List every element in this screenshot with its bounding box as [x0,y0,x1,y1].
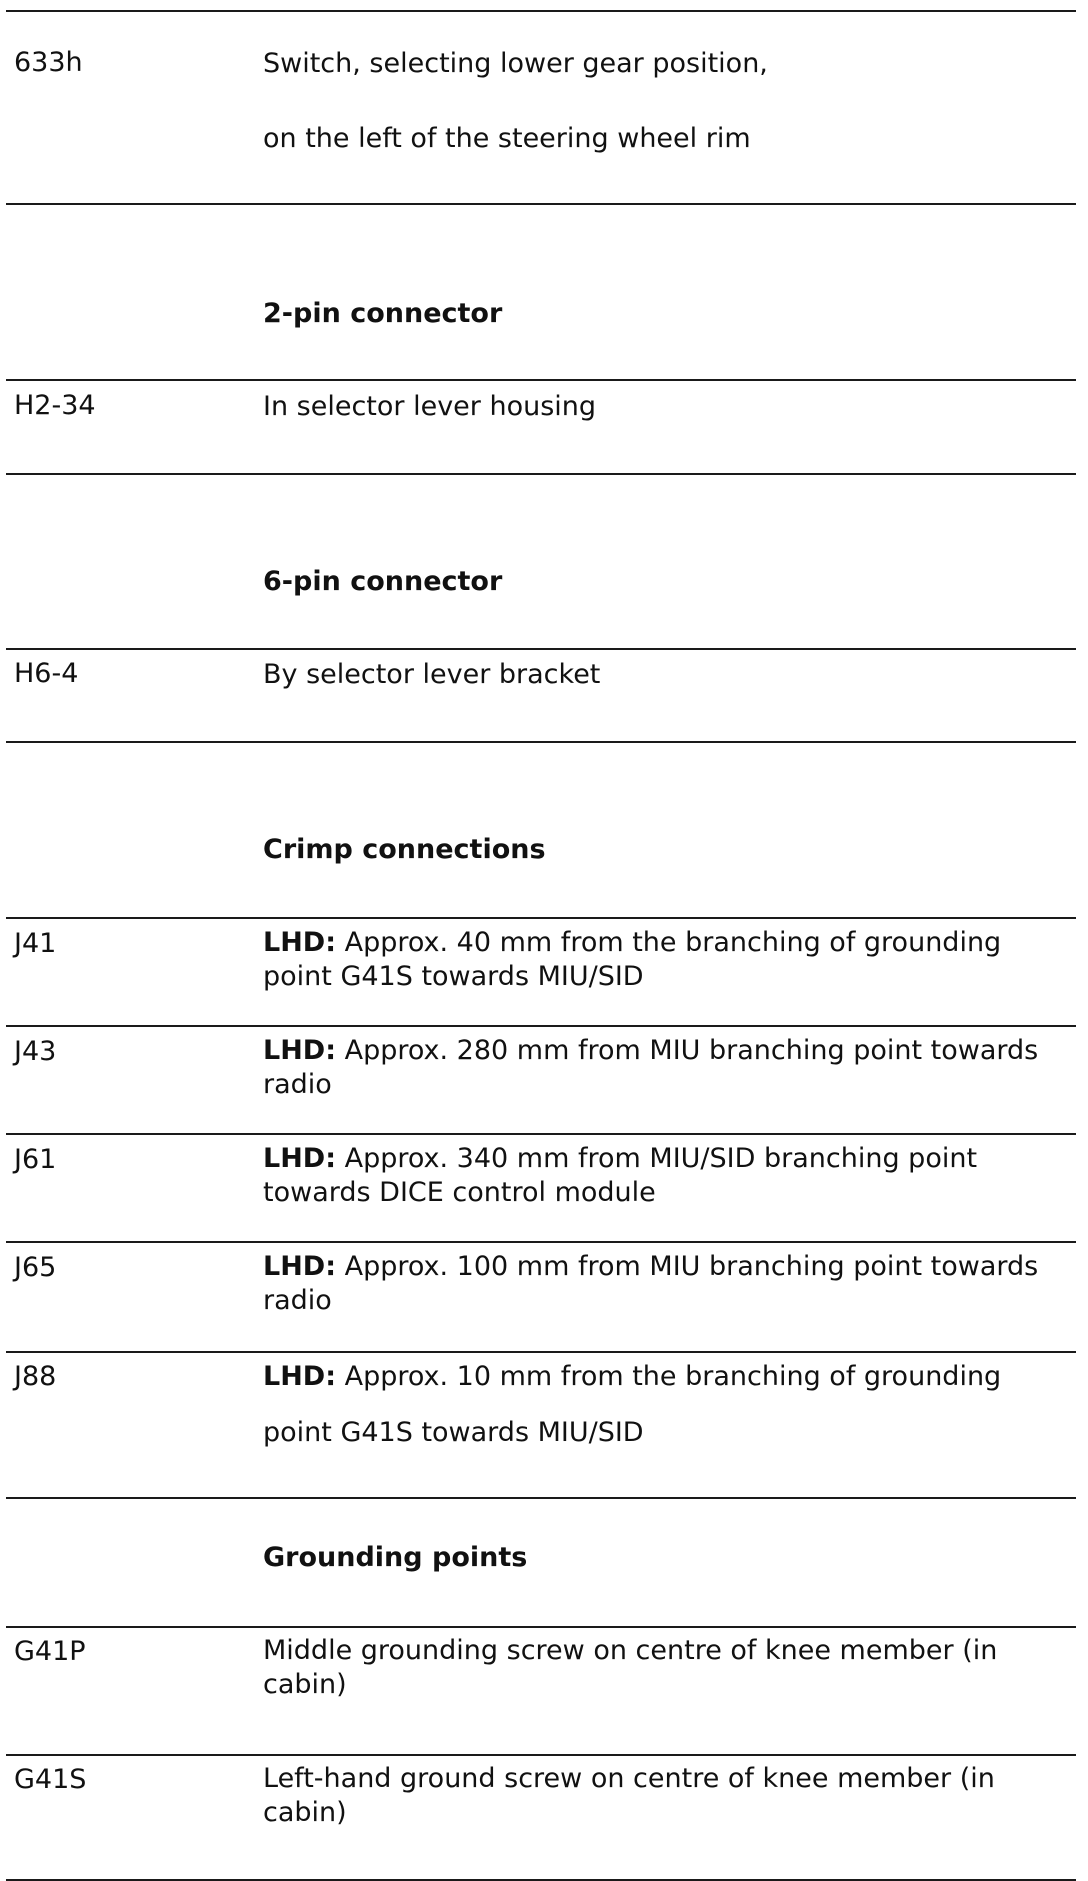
row-divider [6,648,1076,650]
row-description: By selector lever bracket [263,659,601,690]
row-divider [6,379,1076,381]
section-heading: 6-pin connector [263,566,503,597]
row-code: G41S [14,1764,87,1795]
row-text: Approx. 10 mm from the branching of grounding [336,1361,1002,1392]
row-divider [6,1497,1076,1499]
row-description: Switch, selecting lower gear position, [263,48,768,79]
row-divider [6,1241,1076,1243]
lhd-label: LHD: [263,1035,337,1066]
row-divider [6,1351,1076,1353]
row-code: J65 [14,1252,57,1283]
lhd-label: LHD: [263,1251,337,1282]
row-divider [6,473,1076,475]
row-description [263,1250,1063,1318]
row-code: 633h [14,47,83,78]
row-description: Middle grounding screw on centre of knee member (in cabin) [263,1635,998,1700]
row-text: Approx. 100 mm from MIU branching point towards radio [263,1251,1039,1316]
row-divider [6,741,1076,743]
row-divider [6,203,1076,205]
row-divider [6,1133,1076,1135]
row-description [263,926,1063,994]
row-description [263,1034,1063,1102]
row-description [263,1142,1063,1210]
row-divider [6,1025,1076,1027]
row-code: J43 [14,1036,57,1067]
row-code: H2-34 [14,390,96,421]
row-text: Approx. 280 mm from MIU branching point towards radio [263,1035,1039,1100]
lhd-label: LHD: [263,927,337,958]
row-description: on the left of the steering wheel rim [263,123,751,154]
row-divider [6,1626,1076,1628]
lhd-label: LHD: [263,1143,337,1174]
section-heading: 2-pin connector [263,298,503,329]
row-divider [6,10,1076,12]
row-code: H6-4 [14,658,79,689]
row-divider [6,917,1076,919]
row-code: J41 [14,928,57,959]
row-description: In selector lever housing [263,391,597,422]
row-code: J61 [14,1144,57,1175]
row-description [263,1360,1063,1394]
row-code: G41P [14,1636,86,1667]
lhd-label: LHD: [263,1361,337,1392]
row-description: point G41S towards MIU/SID [263,1417,644,1448]
row-divider [6,1754,1076,1756]
section-heading: Grounding points [263,1542,528,1573]
row-description: Left-hand ground screw on centre of knee member (in cabin) [263,1763,995,1828]
row-code: J88 [14,1361,57,1392]
section-heading: Crimp connections [263,834,546,865]
row-text: Approx. 40 mm from the branching of grounding point G41S towards MIU/SID [263,927,1002,992]
row-text: Approx. 340 mm from MIU/SID branching point towards DICE control module [263,1143,978,1208]
